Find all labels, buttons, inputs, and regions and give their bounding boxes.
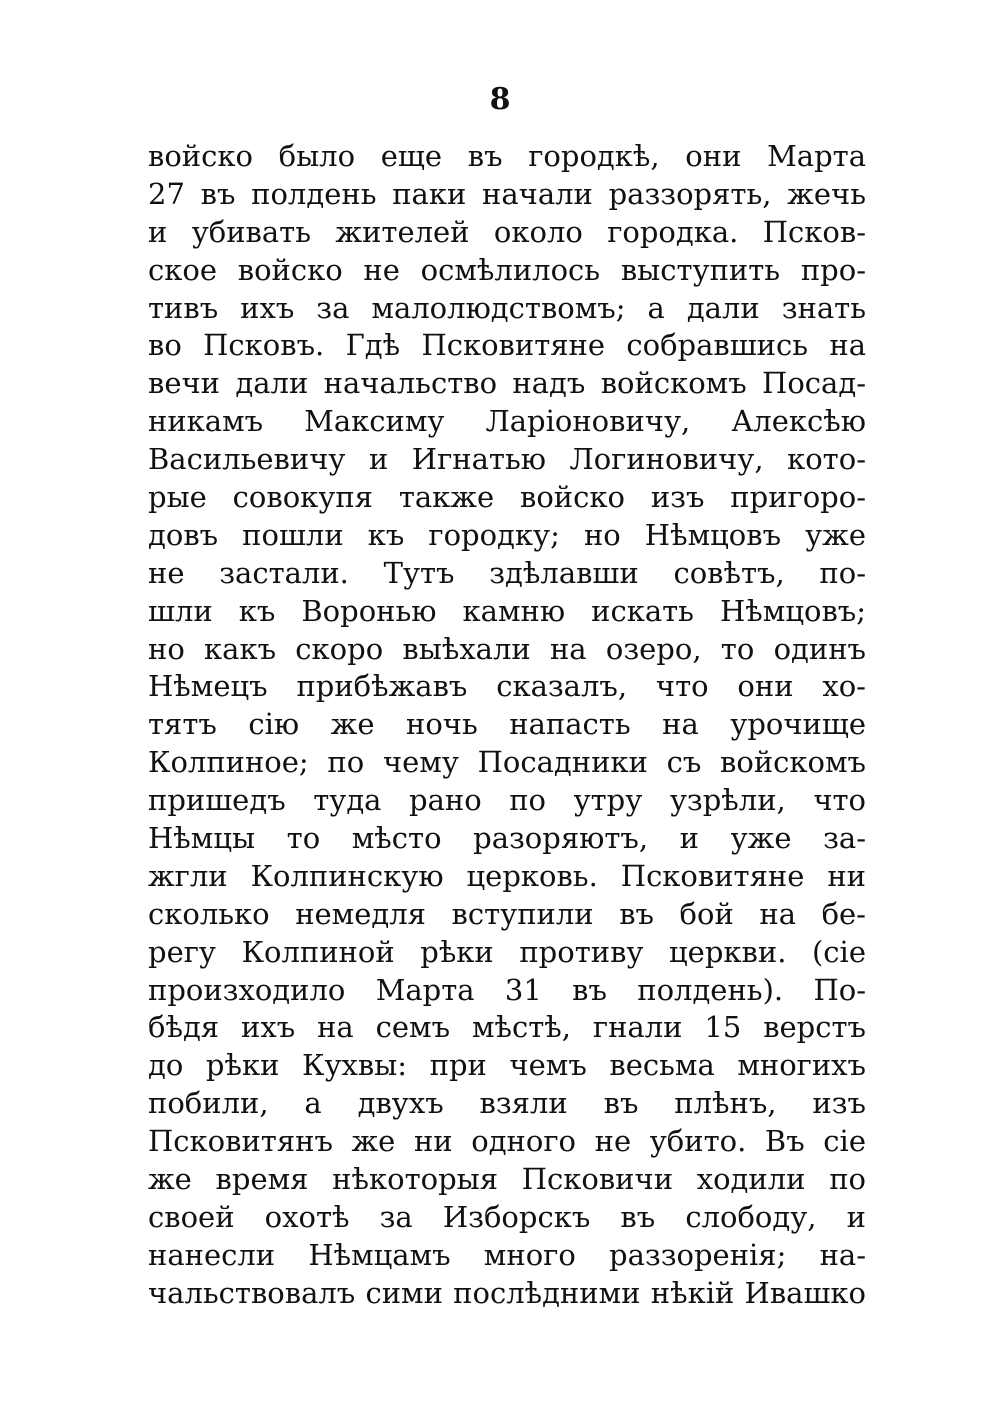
text-line: шли къ Воронью камню искать Нѣмцовъ; (148, 593, 866, 628)
body-text (148, 138, 866, 1313)
text-line: жгли Колпинскую церковь. Псковитяне ни (148, 858, 866, 893)
text-line: вечи дали начальство надъ войскомъ Посад- (148, 366, 866, 401)
text-line: и убивать жителей около городка. Псков- (148, 214, 866, 249)
page-number: 8 (489, 82, 511, 117)
text-line: тятъ сію же ночь напасть на урочище (148, 707, 866, 742)
text-line: тивъ ихъ за малолюдствомъ; а дали знать (148, 290, 866, 325)
text-line: Псковитянъ же ни одного не убито. Въ сіе (148, 1124, 866, 1159)
text-line: побили, а двухъ взяли въ плѣнъ, изъ (148, 1086, 866, 1121)
text-line: своей охотѣ за Изборскъ въ слободу, и (148, 1199, 866, 1234)
text-line: чальствовалъ сими послѣдними нѣкій Ивашко (148, 1275, 866, 1310)
text-line: Нѣмцы то мѣсто разоряютъ, и уже за- (148, 821, 866, 856)
text-line: Колпиное; по чему Посадники съ войскомъ (148, 745, 866, 780)
text-line: же время нѣкоторыя Псковичи ходили по (148, 1162, 866, 1197)
text-line: ское войско не осмѣлилось выступить про- (148, 252, 866, 287)
text-line: 27 въ полдень паки начали раззорять, жечь (148, 176, 866, 211)
text-line: не застали. Тутъ здѣлавши совѣтъ, по- (148, 555, 866, 590)
text-line: пришедъ туда рано по утру узрѣли, что (148, 783, 866, 818)
text-line: во Псковъ. Гдѣ Псковитяне собравшись на (148, 328, 866, 363)
text-line: никамъ Максиму Ларіоновичу, Алексѣю (148, 404, 866, 439)
text-line: Нѣмецъ прибѣжавъ сказалъ, что они хо- (148, 669, 866, 704)
text-line: Васильевичу и Игнатью Логиновичу, кото- (148, 442, 866, 477)
text-line: регу Колпиной рѣки противу церкви. (сіе (148, 934, 866, 969)
text-line: нанесли Нѣмцамъ много раззоренія; на- (148, 1237, 866, 1272)
text-line: сколько немедля вступили въ бой на бе- (148, 896, 866, 931)
text-line: рые совокупя также войско изъ пригоро- (148, 480, 866, 515)
text-line: довъ пошли къ городку; но Нѣмцовъ уже (148, 517, 866, 552)
text-line: бѣдя ихъ на семъ мѣстѣ, гнали 15 верстъ (148, 1010, 866, 1045)
text-line: произходило Марта 31 въ полдень). По- (148, 972, 866, 1007)
text-line: войско было еще въ городкѣ, они Марта (148, 139, 866, 173)
text-line: до рѣки Кухвы: при чемъ весьма многихъ (148, 1048, 866, 1083)
text-line: но какъ скоро выѣхали на озеро, то одинъ (148, 631, 866, 666)
